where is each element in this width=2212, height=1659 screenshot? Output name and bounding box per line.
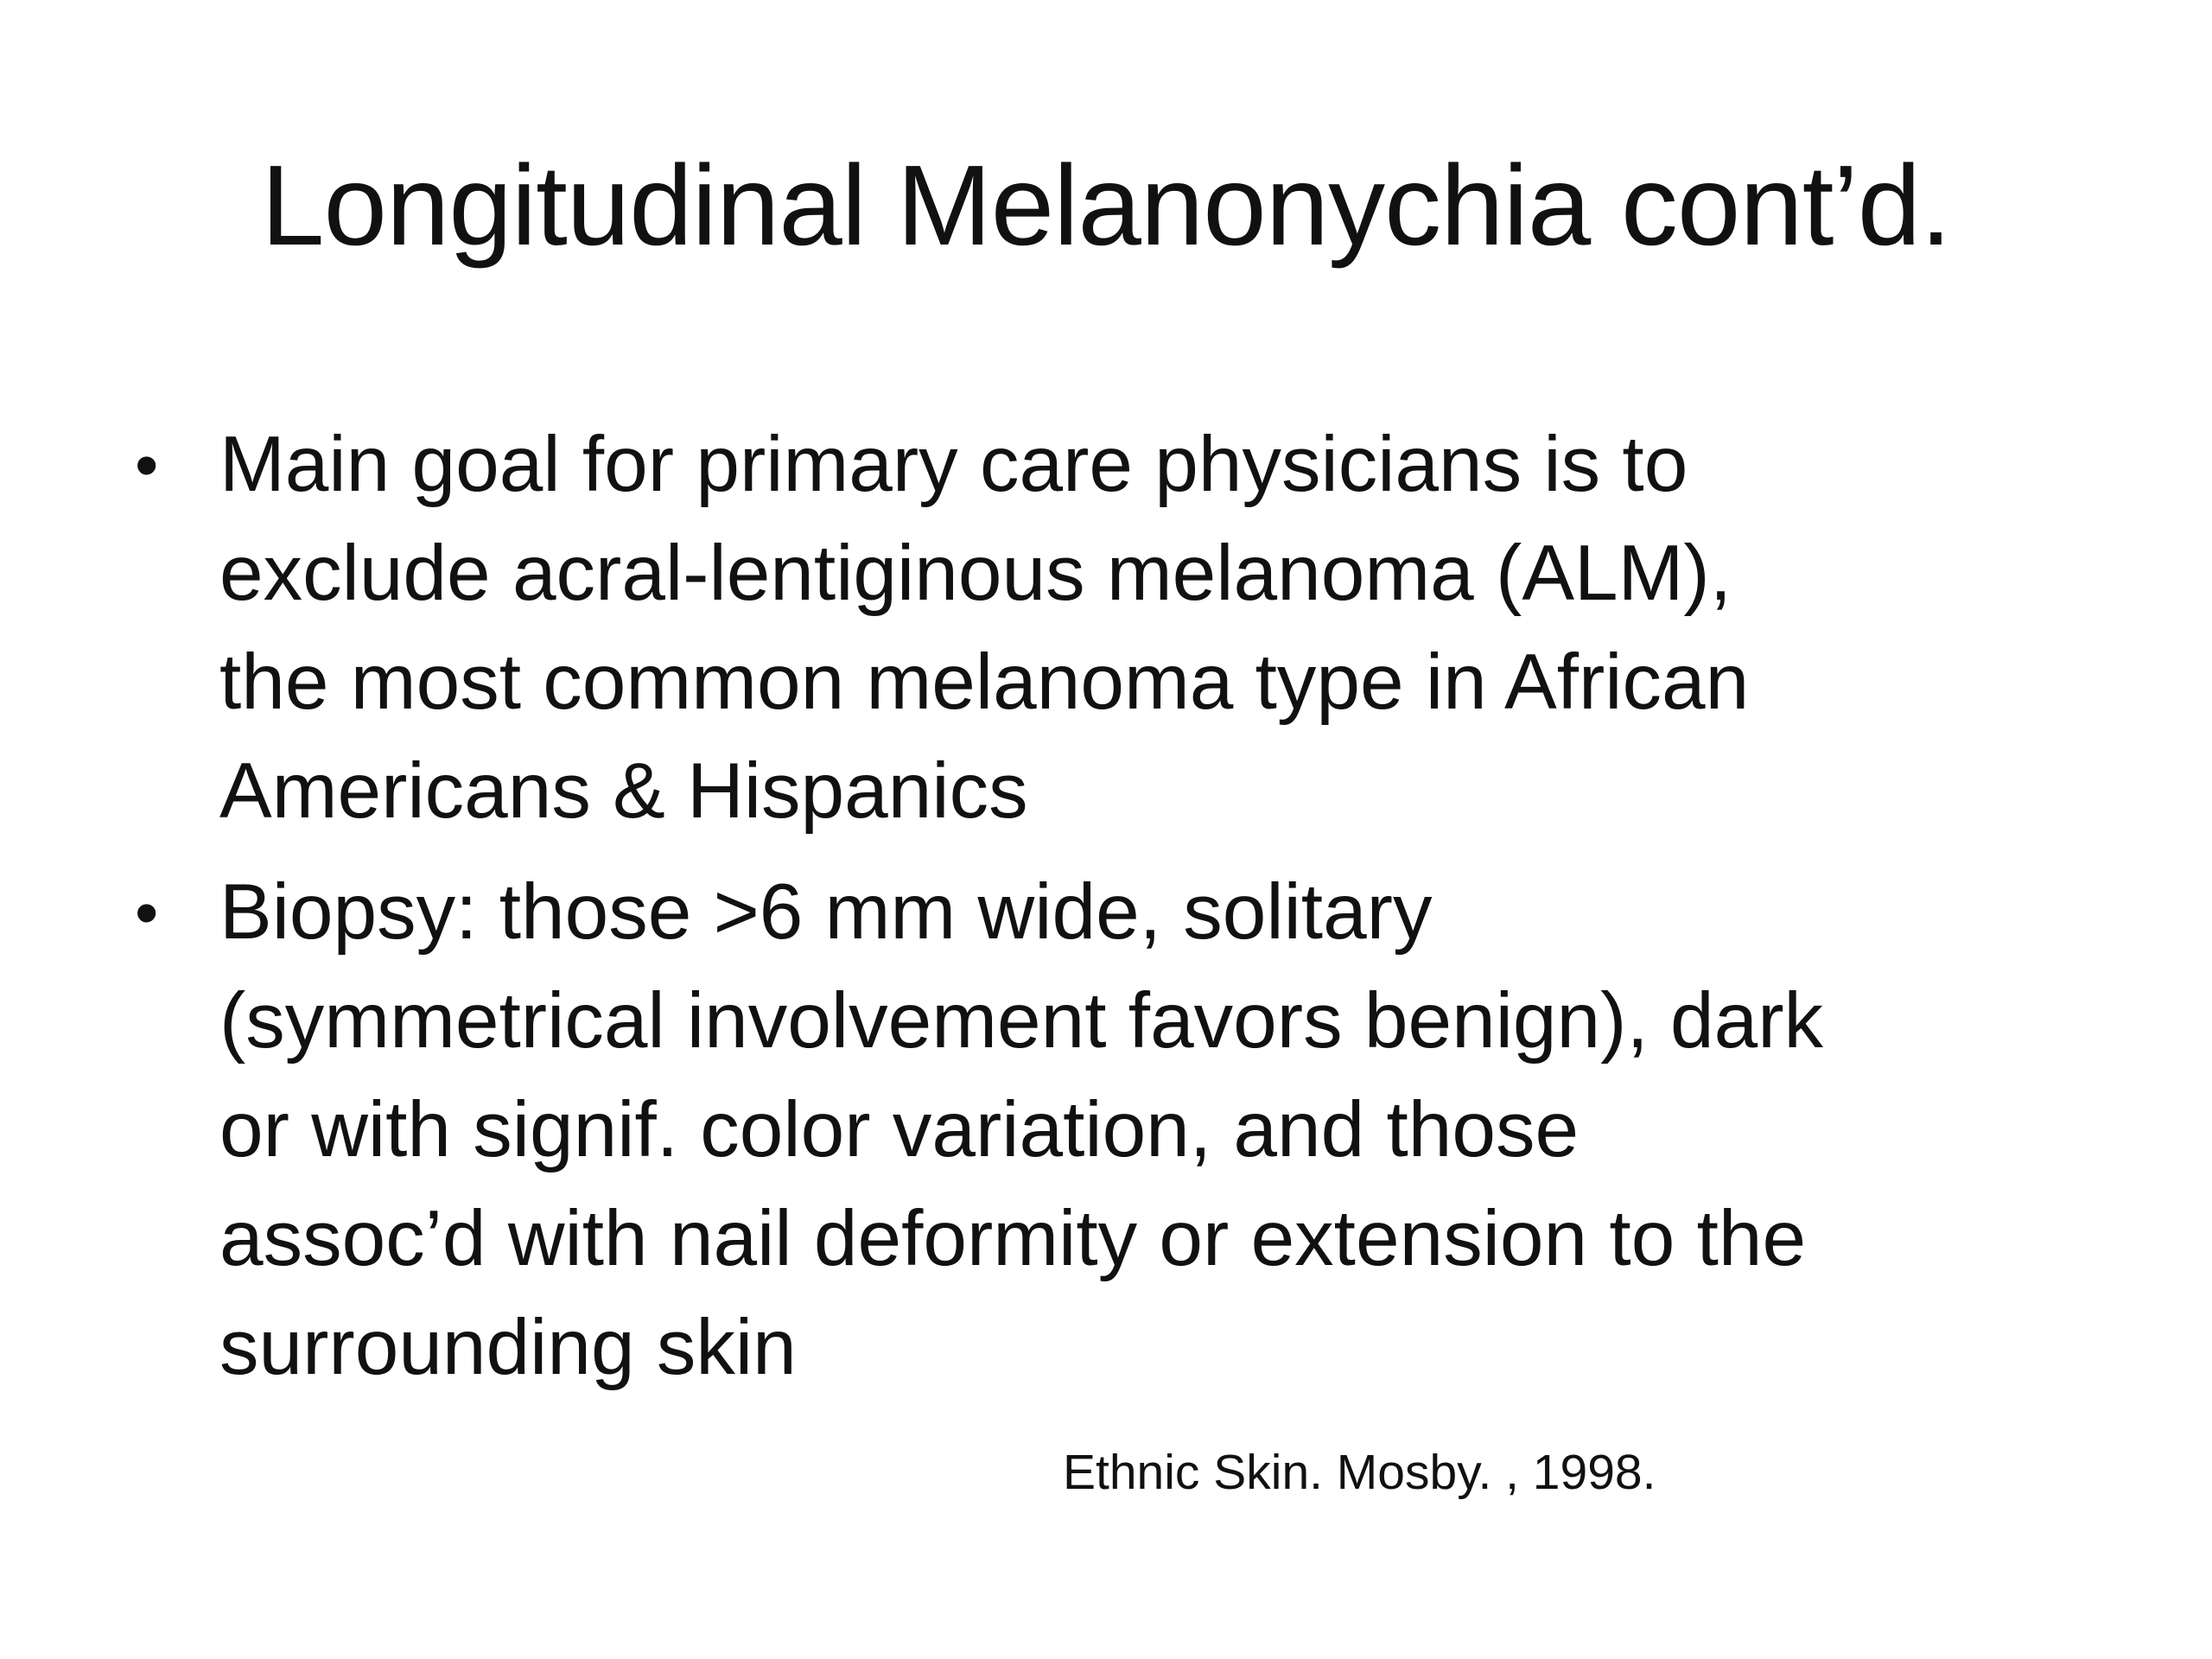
bullet-item-main-goal [130, 410, 2117, 846]
slide-title: Longitudinal Melanonychia cont’d. [261, 142, 1951, 269]
bullet-item-biopsy [130, 858, 2117, 1402]
bullet-marker: • [135, 874, 159, 950]
bullet-marker: • [135, 427, 159, 503]
bullet-text-biopsy: Biopsy: those >6 mm wide, solitary (symmetrical involvement favors benign), dark or with signif. color variation, and those assoc’d with nail deformity or extension to the surrounding skin [219, 868, 1824, 1391]
citation: Ethnic Skin. Mosby. , 1998. [1063, 1445, 1656, 1500]
bullet-list [130, 410, 2117, 1414]
bullet-text-main-goal: Main goal for primary care physicians is to exclude acral-lentiginous melanoma (ALM), the most common melanoma type in African Americans & Hispanics [219, 421, 1750, 835]
